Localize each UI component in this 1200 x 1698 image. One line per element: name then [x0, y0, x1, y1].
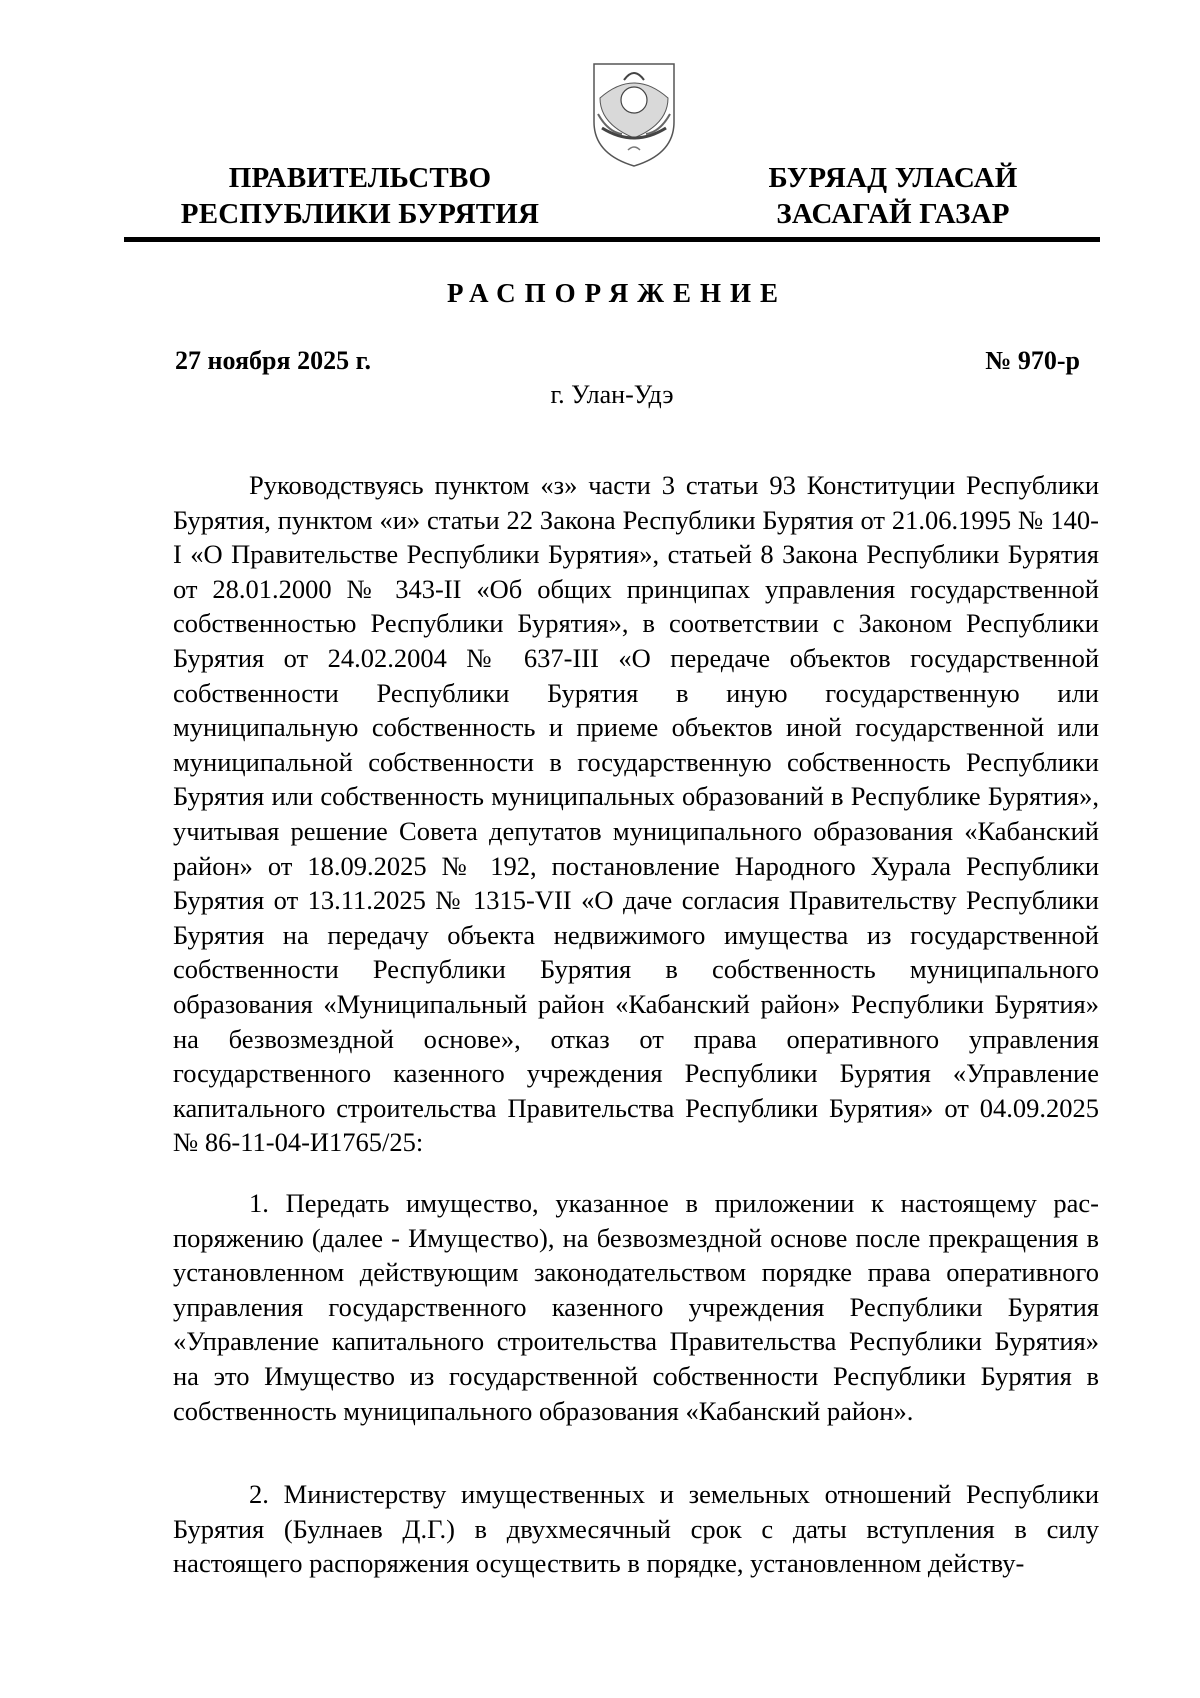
- org-name-russian-line2: РЕСПУБЛИКИ БУРЯТИЯ: [180, 198, 540, 230]
- paragraph-item-1: 1. Передать имущество, указанное в приложении к настоящему распоряжению (далее - Имущество), на безвозмездной основе после прекращения в установленном действующим законодательством порядке права оперативного управления государственного казенного учреждения Республики Бурятия «Управление капитального строительства Правительства Республики Бурятия» на это Имущество из государственной собственности Республики Бурятия в собственность муниципального образования «Кабанский район».: [173, 1188, 1099, 1426]
- org-name-buryat: [748, 160, 1038, 232]
- document-type-title: РАСПОРЯЖЕНИЕ: [446, 278, 788, 308]
- header-divider: [124, 237, 1100, 242]
- coat-of-arms-icon: [588, 58, 680, 170]
- org-name-russian: [170, 160, 550, 232]
- document-city: г. Улан-Удэ: [550, 380, 674, 409]
- document-date: 27 ноября 2025 г.: [175, 346, 371, 375]
- paragraph-item-2: 2. Министерству имущественных и земельных отношений Республики Бурятия (Булнаев Д.Г.) в двухмесячный срок с даты вступления в силу настоящего распоряжения осуществить в порядке, установленном действу-: [173, 1479, 1099, 1579]
- org-name-buryat-line1: БУРЯАД УЛАСАЙ: [768, 162, 1018, 194]
- paragraph-preamble: Руководствуясь пунктом «з» части 3 статьи 93 Конституции Республики Бурятия, пунктом «и» статьи 22 Закона Республики Бурятия от 21.06.1995 № 140-I «О Правительстве Республики Бурятия», статьей 8 Закона Республики Бурятия от 28.01.2000 № 343-II «Об общих принципах управления государственной собственностью Республики Бурятия», в соответствии с Законом Республики Бурятия от 24.02.2004 № 637-III «О передаче объектов государственной собственности Республики Бурятия в иную государственную или муниципальную собственность и приеме объектов иной государственной или муниципальной собственности в государственную собственность Республики Бурятия или собственность муниципальных образований в Республике Бурятия», учитывая решение Совета депутатов муниципального образования «Кабанский район» от 18.09.2025 № 192, постановление Народного Хурала Республики Бурятия от 13.11.2025 № 1315-VII «О даче согласия Правительству Республики Бурятия на передачу объекта недвижимого имущества из государственной собственности Республики Бурятия в собственность муниципального образования «Муниципальный район «Кабанский район» Республики Бурятия» на безвозмездной основе», отказ от права оперативного управления государственного казенного учреждения Республики Бурятия «Управление капитального строительства Правительства Республики Бурятия» от 04.09.2025 № 86-11-04-И1765/25:: [173, 470, 1099, 1158]
- org-name-russian-line1: ПРАВИТЕЛЬСТВО: [228, 162, 492, 194]
- org-name-buryat-line2: ЗАСАГАЙ ГАЗАР: [776, 198, 1010, 230]
- document-number: № 970-р: [985, 346, 1080, 375]
